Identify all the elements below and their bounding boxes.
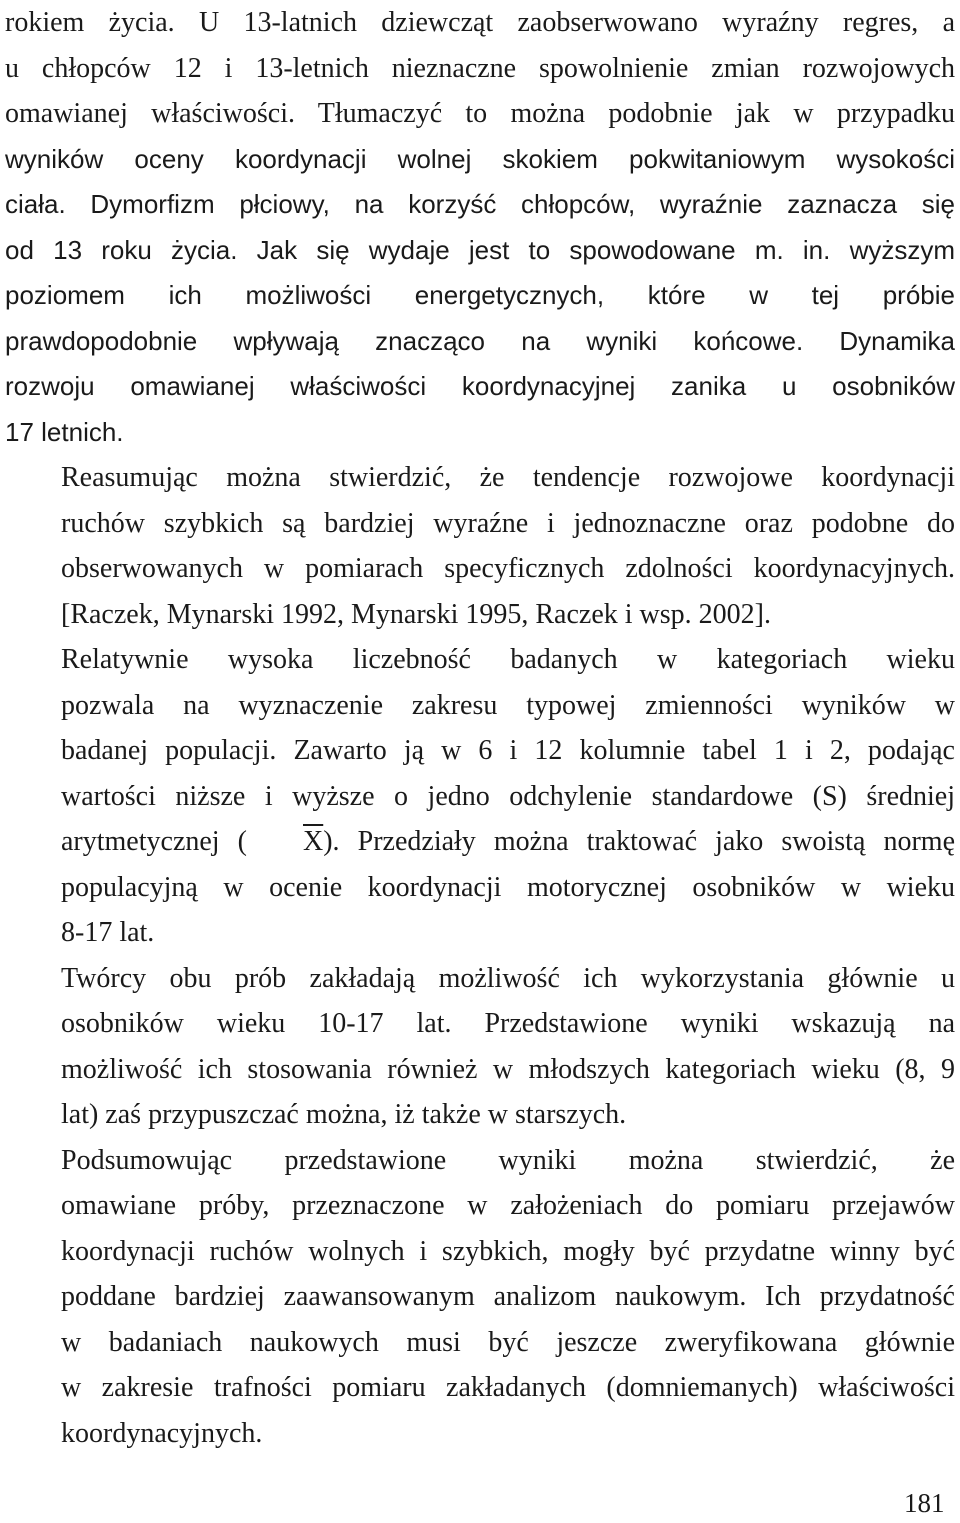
text-segment: koordynacji ruchów wolnych i szybkich, mogły być przydatne winny być bbox=[61, 1235, 955, 1267]
text-line bbox=[5, 1365, 955, 1411]
text-segment: prawdopodobnie wpływają znacząco na wyniki końcowe. Dynamika bbox=[5, 325, 955, 356]
text-line bbox=[5, 228, 955, 274]
paragraph bbox=[5, 0, 955, 455]
text-line bbox=[5, 0, 955, 46]
paragraph bbox=[5, 1138, 955, 1457]
text-segment: ). Przedziały można traktować jako swoistą normę bbox=[323, 826, 956, 857]
text-line bbox=[5, 273, 955, 319]
text-segment: omawianej właściwości. Tłumaczyć to można podobnie jak w przypadku bbox=[5, 98, 955, 129]
text-line bbox=[5, 1138, 955, 1184]
text-segment: populacyjną w ocenie koordynacji motorycznej osobników w wieku bbox=[61, 871, 955, 903]
text-line bbox=[5, 501, 955, 547]
text-line bbox=[5, 410, 955, 456]
text-segment: Relatywnie wysoka liczebność badanych w kategoriach wieku bbox=[61, 644, 955, 675]
text-segment: w badaniach naukowych musi być jeszcze zweryfikowana głównie bbox=[61, 1326, 955, 1358]
text-line bbox=[5, 364, 955, 410]
text-line bbox=[5, 1274, 955, 1320]
text-line bbox=[5, 1047, 955, 1093]
text-segment: koordynacyjnych. bbox=[61, 1417, 263, 1449]
text-segment: poddane bardziej zaawansowanym analizom naukowym. Ich przydatność bbox=[61, 1281, 955, 1312]
text-segment: możliwość ich stosowania również w młodszych kategoriach wieku (8, 9 bbox=[61, 1053, 955, 1085]
text-segment: ruchów szybkich są bardziej wyraźne i jednoznaczne oraz podobne do bbox=[61, 507, 955, 539]
paragraph bbox=[5, 637, 955, 956]
mean-symbol: $\overline{X}$ bbox=[303, 826, 324, 857]
text-line bbox=[5, 1229, 955, 1275]
text-line bbox=[5, 592, 955, 638]
text-line bbox=[5, 774, 955, 820]
text-line bbox=[5, 819, 955, 865]
text-line bbox=[5, 546, 955, 592]
text-line bbox=[5, 1320, 955, 1366]
paragraph bbox=[5, 956, 955, 1138]
text-line bbox=[5, 46, 955, 92]
text-segment: 8-17 lat. bbox=[61, 917, 155, 948]
page-number: 181 bbox=[904, 1488, 945, 1518]
text-segment: pozwala na wyznaczenie zakresu typowej zmienności wyników w bbox=[61, 689, 955, 721]
text-segment: omawiane próby, przeznaczone w założeniach do pomiaru przejawów bbox=[61, 1190, 955, 1221]
text-line bbox=[5, 956, 955, 1002]
document-body bbox=[5, 0, 955, 1456]
text-segment: arytmetycznej ( bbox=[61, 826, 247, 857]
text-line bbox=[5, 1001, 955, 1047]
text-segment: 17 letnich. bbox=[5, 416, 124, 447]
text-line bbox=[5, 637, 955, 683]
text-line bbox=[5, 455, 955, 501]
text-line bbox=[5, 910, 955, 956]
text-segment: obserwowanych w pomiarach specyficznych zdolności koordynacyjnych. bbox=[61, 553, 955, 584]
text-segment: poziomem ich możliwości energetycznych, które w tej próbie bbox=[5, 280, 955, 310]
text-line bbox=[5, 1092, 955, 1138]
text-segment: lat) zaś przypuszczać można, iż także w starszych. bbox=[61, 1099, 627, 1130]
text-segment: w zakresie trafności pomiaru zakładanych (domniemanych) właściwości bbox=[61, 1372, 955, 1403]
text-segment: badanej populacji. Zawarto ją w 6 i 12 kolumnie tabel 1 i 2, podając bbox=[61, 735, 955, 766]
text-segment: rozwoju omawianej właściwości koordynacyjnej zanika u osobników bbox=[5, 371, 955, 401]
text-segment: Podsumowując przedstawione wyniki można stwierdzić, że bbox=[61, 1144, 955, 1176]
text-line bbox=[5, 319, 955, 365]
text-segment: [Raczek, Mynarski 1992, Mynarski 1995, Raczek i wsp. 2002]. bbox=[61, 598, 771, 630]
text-segment: Reasumując można stwierdzić, że tendencje rozwojowe koordynacji bbox=[61, 462, 955, 493]
text-segment: od 13 roku życia. Jak się wydaje jest to spowodowane m. in. wyższym bbox=[5, 234, 955, 265]
text-line bbox=[5, 1411, 955, 1457]
text-segment: wyników oceny koordynacji wolnej skokiem pokwitaniowym wysokości bbox=[5, 143, 955, 174]
text-segment: rokiem życia. U 13-latnich dziewcząt zaobserwowano wyraźny regres, a bbox=[5, 7, 955, 38]
paragraph bbox=[5, 455, 955, 637]
text-line bbox=[5, 728, 955, 774]
text-line bbox=[5, 865, 955, 911]
text-line bbox=[5, 91, 955, 137]
text-segment: osobników wieku 10-17 lat. Przedstawione wyniki wskazują na bbox=[61, 1008, 955, 1039]
text-line bbox=[5, 182, 955, 228]
text-segment: Twórcy obu prób zakładają możliwość ich wykorzystania głównie u bbox=[61, 962, 955, 994]
text-segment: ciała. Dymorfizm płciowy, na korzyść chłopców, wyraźnie zaznacza się bbox=[5, 189, 955, 219]
text-line bbox=[5, 683, 955, 729]
text-segment: wartości niższe i wyższe o jedno odchylenie standardowe (S) średniej bbox=[61, 780, 955, 812]
text-segment: u chłopców 12 i 13-letnich nieznaczne spowolnienie zmian rozwojowych bbox=[5, 52, 955, 84]
text-line bbox=[5, 1183, 955, 1229]
text-line bbox=[5, 137, 955, 183]
